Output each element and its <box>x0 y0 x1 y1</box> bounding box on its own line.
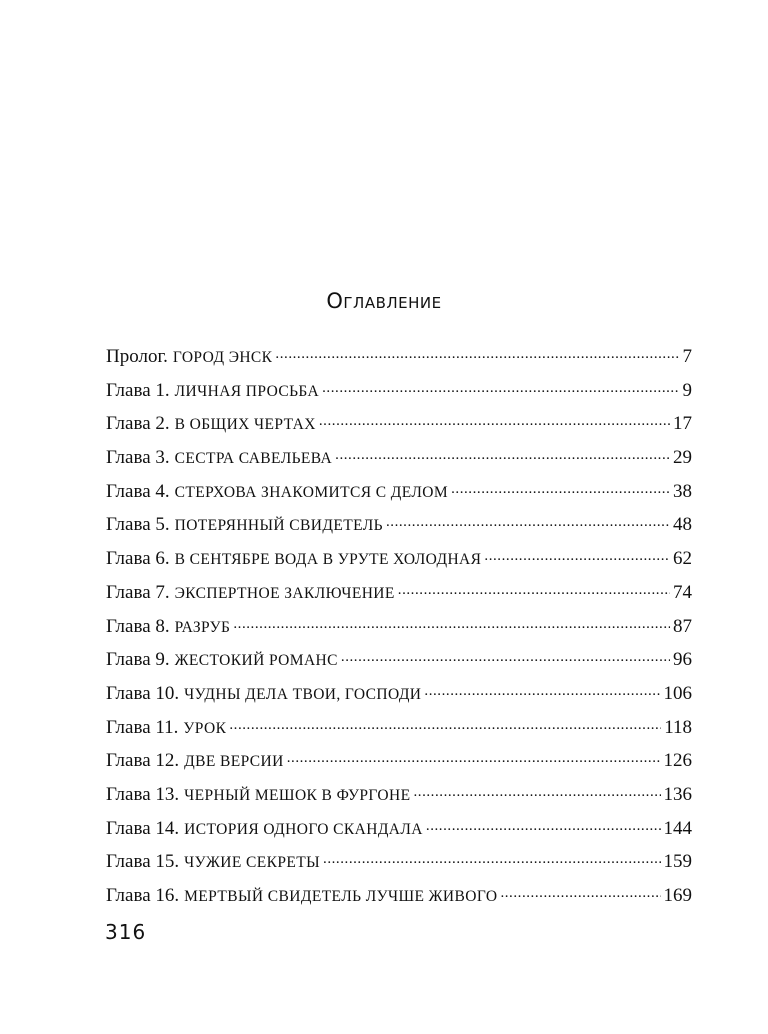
toc-entry-chapter-8 <box>106 610 692 644</box>
entry-title: В СЕНТЯБРЕ ВОДА В УРУТЕ ХОЛОДНАЯ <box>174 551 482 569</box>
toc-entry-chapter-4 <box>106 475 692 509</box>
entry-page-number: 74 <box>673 581 692 603</box>
entry-label: Глава 2. <box>106 413 170 435</box>
dot-leader <box>500 882 660 901</box>
dot-leader <box>426 815 661 834</box>
entry-page-number: 169 <box>663 885 692 906</box>
entry-label: Глава 14. <box>106 817 180 839</box>
dot-leader <box>386 511 670 530</box>
entry-title: ЧУДНЫ ДЕЛА ТВОИ, ГОСПОДИ <box>184 685 422 703</box>
entry-title: ЛИЧНАЯ ПРОСЬБА <box>174 382 320 400</box>
dot-leader <box>335 444 670 463</box>
dot-leader <box>451 478 670 497</box>
entry-label: Глава 11. <box>106 716 179 738</box>
entry-page-number: 96 <box>673 649 692 671</box>
toc-entry-prologue <box>106 340 692 374</box>
toc-entry-chapter-2 <box>106 407 692 441</box>
entry-title: ГОРОД ЭНСК <box>172 349 273 366</box>
entry-title: ЖЕСТОКИЙ РОМАНС <box>174 652 338 670</box>
entry-page-number: 87 <box>673 615 692 637</box>
entry-page-number: 7 <box>682 346 692 367</box>
dot-leader <box>319 410 670 429</box>
toc-entry-chapter-11 <box>106 711 692 745</box>
toc-entry-chapter-9 <box>106 643 692 677</box>
entry-title: СТЕРХОВА ЗНАКОМИТСЯ С ДЕЛОМ <box>174 483 449 501</box>
entry-page-number: 9 <box>682 379 692 401</box>
dot-leader <box>484 545 670 564</box>
toc-entry-chapter-3 <box>106 441 692 475</box>
entry-label: Глава 7. <box>106 581 170 603</box>
dot-leader <box>322 377 679 396</box>
toc-entry-chapter-15 <box>106 845 692 879</box>
entry-page-number: 136 <box>663 783 692 805</box>
entry-label: Глава 13. <box>106 783 180 805</box>
dot-leader <box>323 848 660 867</box>
entry-title: МЕРТВЫЙ СВИДЕТЕЛЬ ЛУЧШЕ ЖИВОГО <box>184 888 498 905</box>
entry-title: УРОК <box>183 719 227 737</box>
entry-page-number: 48 <box>673 514 692 536</box>
entry-label: Глава 8. <box>106 615 170 637</box>
toc-entry-chapter-13 <box>106 778 692 812</box>
entry-title: СЕСТРА САВЕЛЬЕВА <box>174 450 333 468</box>
entry-label: Глава 16. <box>106 885 180 906</box>
entry-title: ЭКСПЕРТНОЕ ЗАКЛЮЧЕНИЕ <box>174 584 395 602</box>
entry-page-number: 144 <box>663 817 692 839</box>
entry-label: Глава 12. <box>106 750 180 772</box>
entry-title: РАЗРУБ <box>174 618 231 636</box>
dot-leader <box>413 781 660 800</box>
dot-leader <box>233 613 670 632</box>
entry-label: Глава 9. <box>106 649 170 671</box>
entry-page-number: 29 <box>673 447 692 469</box>
entry-page-number: 126 <box>663 750 692 772</box>
entry-title: ЧЕРНЫЙ МЕШОК В ФУРГОНЕ <box>184 786 411 804</box>
entry-page-number: 106 <box>663 682 692 704</box>
toc-entry-chapter-5 <box>106 508 692 542</box>
entry-title: В ОБЩИХ ЧЕРТАХ <box>174 416 316 434</box>
dot-leader <box>275 343 679 362</box>
toc-entry-chapter-12 <box>106 744 692 778</box>
page-number: 316 <box>105 920 147 944</box>
entry-title: ЧУЖИЕ СЕКРЕТЫ <box>184 854 321 872</box>
entry-label: Глава 6. <box>106 548 170 570</box>
dot-leader <box>424 680 660 699</box>
toc-entry-chapter-14 <box>106 812 692 846</box>
entry-label: Глава 4. <box>106 480 170 502</box>
entry-page-number: 62 <box>673 548 692 570</box>
toc-entry-chapter-6 <box>106 542 692 576</box>
entry-page-number: 159 <box>663 851 692 873</box>
entry-label: Глава 3. <box>106 447 170 469</box>
dot-leader <box>341 646 670 665</box>
entry-label: Глава 5. <box>106 514 170 536</box>
dot-leader <box>229 714 661 733</box>
entry-label: Глава 1. <box>106 379 170 401</box>
dot-leader <box>398 579 670 598</box>
entry-title: ИСТОРИЯ ОДНОГО СКАНДАЛА <box>184 820 423 838</box>
entry-page-number: 38 <box>673 480 692 502</box>
entry-label: Глава 10. <box>106 682 180 704</box>
entry-title: ПОТЕРЯННЫЙ СВИДЕТЕЛЬ <box>174 517 383 535</box>
entry-page-number: 118 <box>664 716 692 738</box>
toc-entry-chapter-16 <box>106 879 692 913</box>
toc-entry-chapter-7 <box>106 576 692 610</box>
toc-entry-chapter-1 <box>106 374 692 408</box>
dot-leader <box>287 747 661 766</box>
table-of-contents <box>106 340 692 913</box>
entry-label: Глава 15. <box>106 851 180 873</box>
entry-label: Пролог. <box>106 346 168 367</box>
toc-heading: Оглавление <box>326 289 442 313</box>
toc-entry-chapter-10 <box>106 677 692 711</box>
entry-title: ДВЕ ВЕРСИИ <box>184 753 284 771</box>
entry-page-number: 17 <box>673 413 692 435</box>
